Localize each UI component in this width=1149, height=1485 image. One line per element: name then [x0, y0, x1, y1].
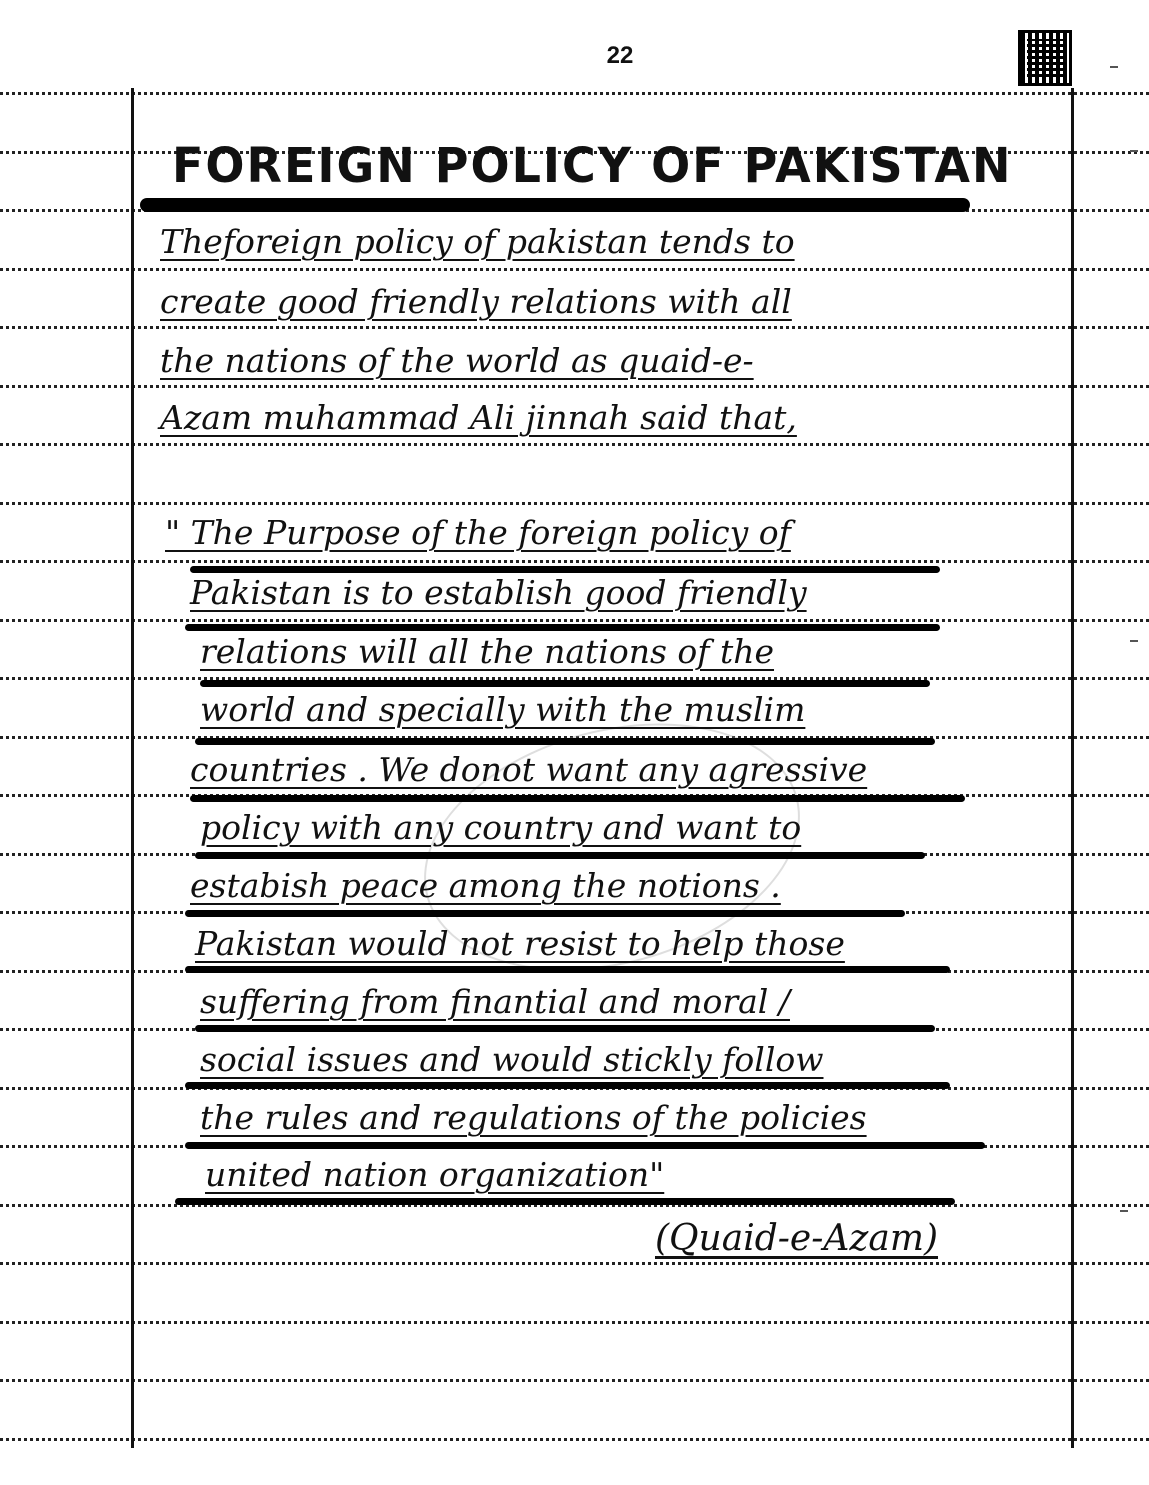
quote-line: relations will all the nations of the [200, 632, 775, 671]
quote-line: world and specially with the muslim [200, 690, 806, 729]
intro-line: Azam muhammad Ali jinnah said that, [160, 398, 797, 437]
quote-underline [185, 1142, 985, 1149]
title-underline [140, 198, 970, 212]
quote-line: Pakistan is to establish good friendly [190, 573, 807, 612]
quote-underline [195, 1025, 935, 1032]
quote-underline [185, 624, 940, 631]
quote-underline [195, 738, 935, 745]
ruled-line [0, 1438, 1149, 1441]
page-number: 22 [606, 42, 634, 69]
right-margin-line [1071, 88, 1074, 1448]
intro-line: create good friendly relations with all [160, 282, 792, 321]
quote-underline [185, 910, 905, 917]
quote-underline [175, 1198, 955, 1205]
margin-mark [1120, 1210, 1128, 1212]
quote-underline [185, 966, 950, 973]
ruled-line [0, 385, 1149, 388]
quote-line: social issues and would stickly follow [200, 1040, 824, 1079]
quote-line: policy with any country and want to [200, 808, 802, 847]
left-margin-line [131, 88, 134, 1448]
ruled-line [0, 1262, 1149, 1265]
quote-underline [195, 852, 925, 859]
ruled-line [0, 268, 1149, 271]
ruled-line [0, 502, 1149, 505]
quote-line: suffering from finantial and moral / [200, 982, 790, 1021]
margin-mark [1130, 150, 1138, 152]
quote-line: Pakistan would not resist to help those [195, 924, 845, 963]
quote-underline [200, 680, 930, 687]
qr-code-icon [1018, 30, 1072, 86]
ruled-line [0, 443, 1149, 446]
ruled-line [0, 1379, 1149, 1382]
quote-underline [185, 1082, 950, 1089]
quote-line: estabish peace among the notions . [190, 866, 781, 905]
ruled-line [0, 326, 1149, 329]
intro-line: Theforeign policy of pakistan tends to [160, 222, 795, 261]
quote-underline [190, 795, 965, 802]
quote-underline [190, 566, 940, 573]
ruled-line [0, 1321, 1149, 1324]
quote-line: united nation organization" [205, 1155, 665, 1194]
ruled-line [0, 92, 1149, 95]
ruled-line [0, 619, 1149, 622]
page-title: FOREIGN POLICY OF PAKISTAN [172, 136, 1013, 194]
margin-mark [1110, 66, 1118, 68]
intro-line: the nations of the world as quaid-e- [160, 341, 754, 380]
margin-mark [1130, 640, 1138, 642]
quote-attribution: (Quaid-e-Azam) [655, 1218, 939, 1259]
quote-line: " The Purpose of the foreign policy of [165, 513, 791, 552]
ruled-line [0, 560, 1149, 563]
quote-line: countries . We donot want any agressive [190, 750, 868, 789]
quote-line: the rules and regulations of the policies [200, 1098, 867, 1137]
